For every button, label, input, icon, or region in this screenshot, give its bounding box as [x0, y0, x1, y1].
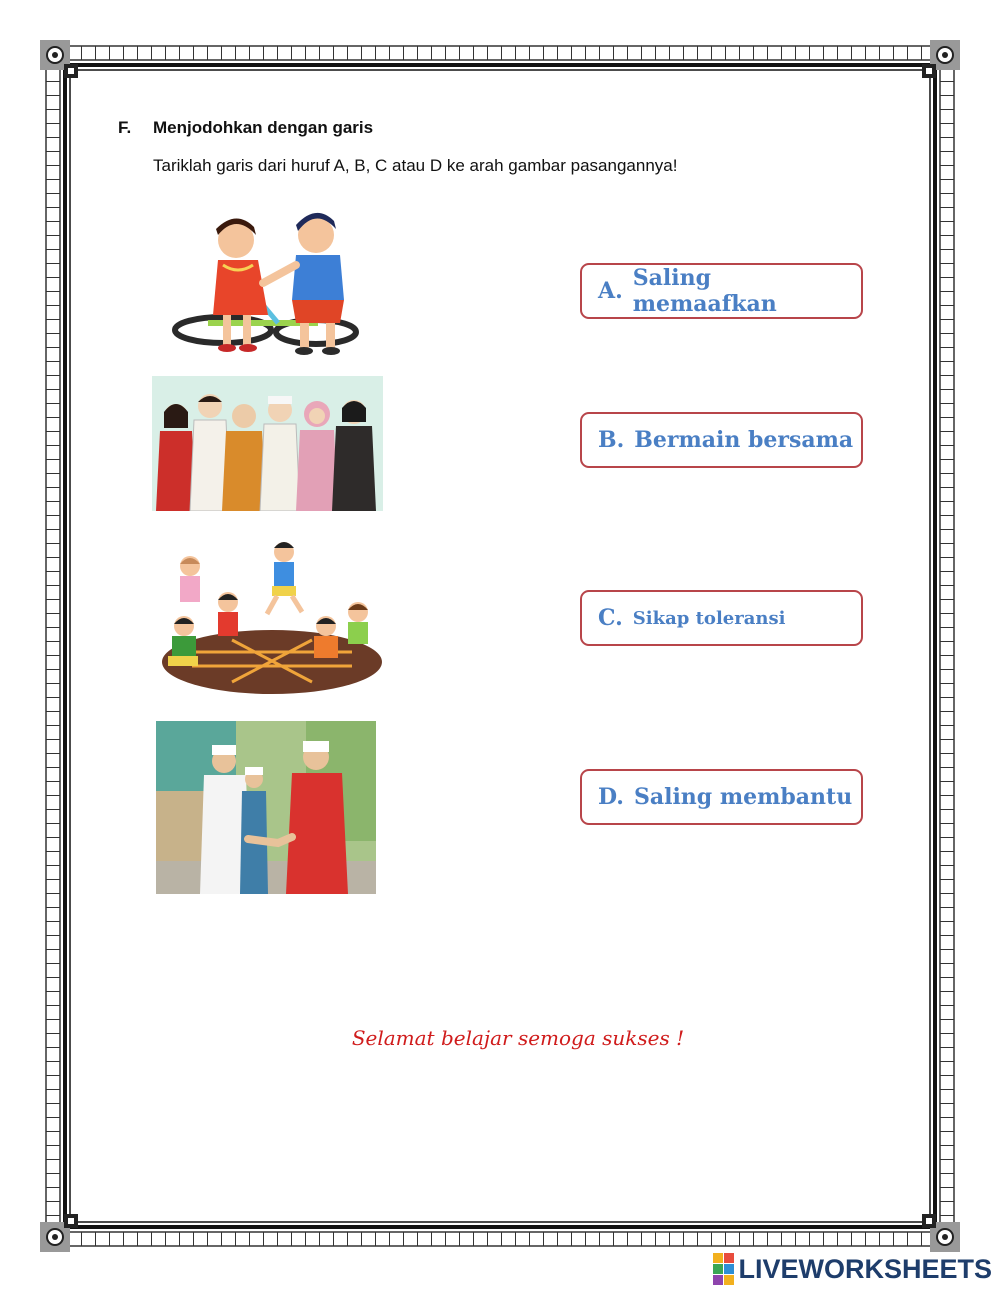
instruction-text: Tariklah garis dari huruf A, B, C atau D ke arah gambar pasangannya!: [153, 156, 678, 175]
option-d-letter: D.: [598, 784, 624, 810]
picture-shaking-hands: [156, 721, 376, 894]
option-d-text: Saling membantu: [633, 784, 853, 810]
option-a-box[interactable]: [580, 263, 863, 319]
section-heading: [118, 118, 373, 138]
option-b-box[interactable]: [580, 412, 863, 468]
liveworksheets-brand[interactable]: [713, 1253, 992, 1285]
section-title: Menjodohkan dengan garis: [153, 118, 374, 137]
option-c-letter: C.: [598, 605, 623, 631]
picture-children-helping: [168, 205, 366, 367]
section-letter: F.: [118, 118, 132, 137]
liveworksheets-logo-icon: [713, 1253, 734, 1285]
option-a-text: Saling memaafkan: [632, 265, 777, 317]
option-c-text: Sikap toleransi: [632, 607, 786, 629]
option-d-box[interactable]: [580, 769, 863, 825]
picture-diverse-people: [152, 376, 383, 511]
option-c-box[interactable]: [580, 590, 863, 646]
picture-children-playing: [152, 534, 382, 698]
option-b-letter: B.: [598, 427, 625, 453]
option-b-text: Bermain bersama: [634, 427, 854, 453]
brand-name: LIVEWORKSHEETS: [738, 1253, 992, 1284]
closing-message: Selamat belajar semoga sukses !: [351, 1026, 685, 1050]
option-a-letter: A.: [598, 278, 623, 304]
